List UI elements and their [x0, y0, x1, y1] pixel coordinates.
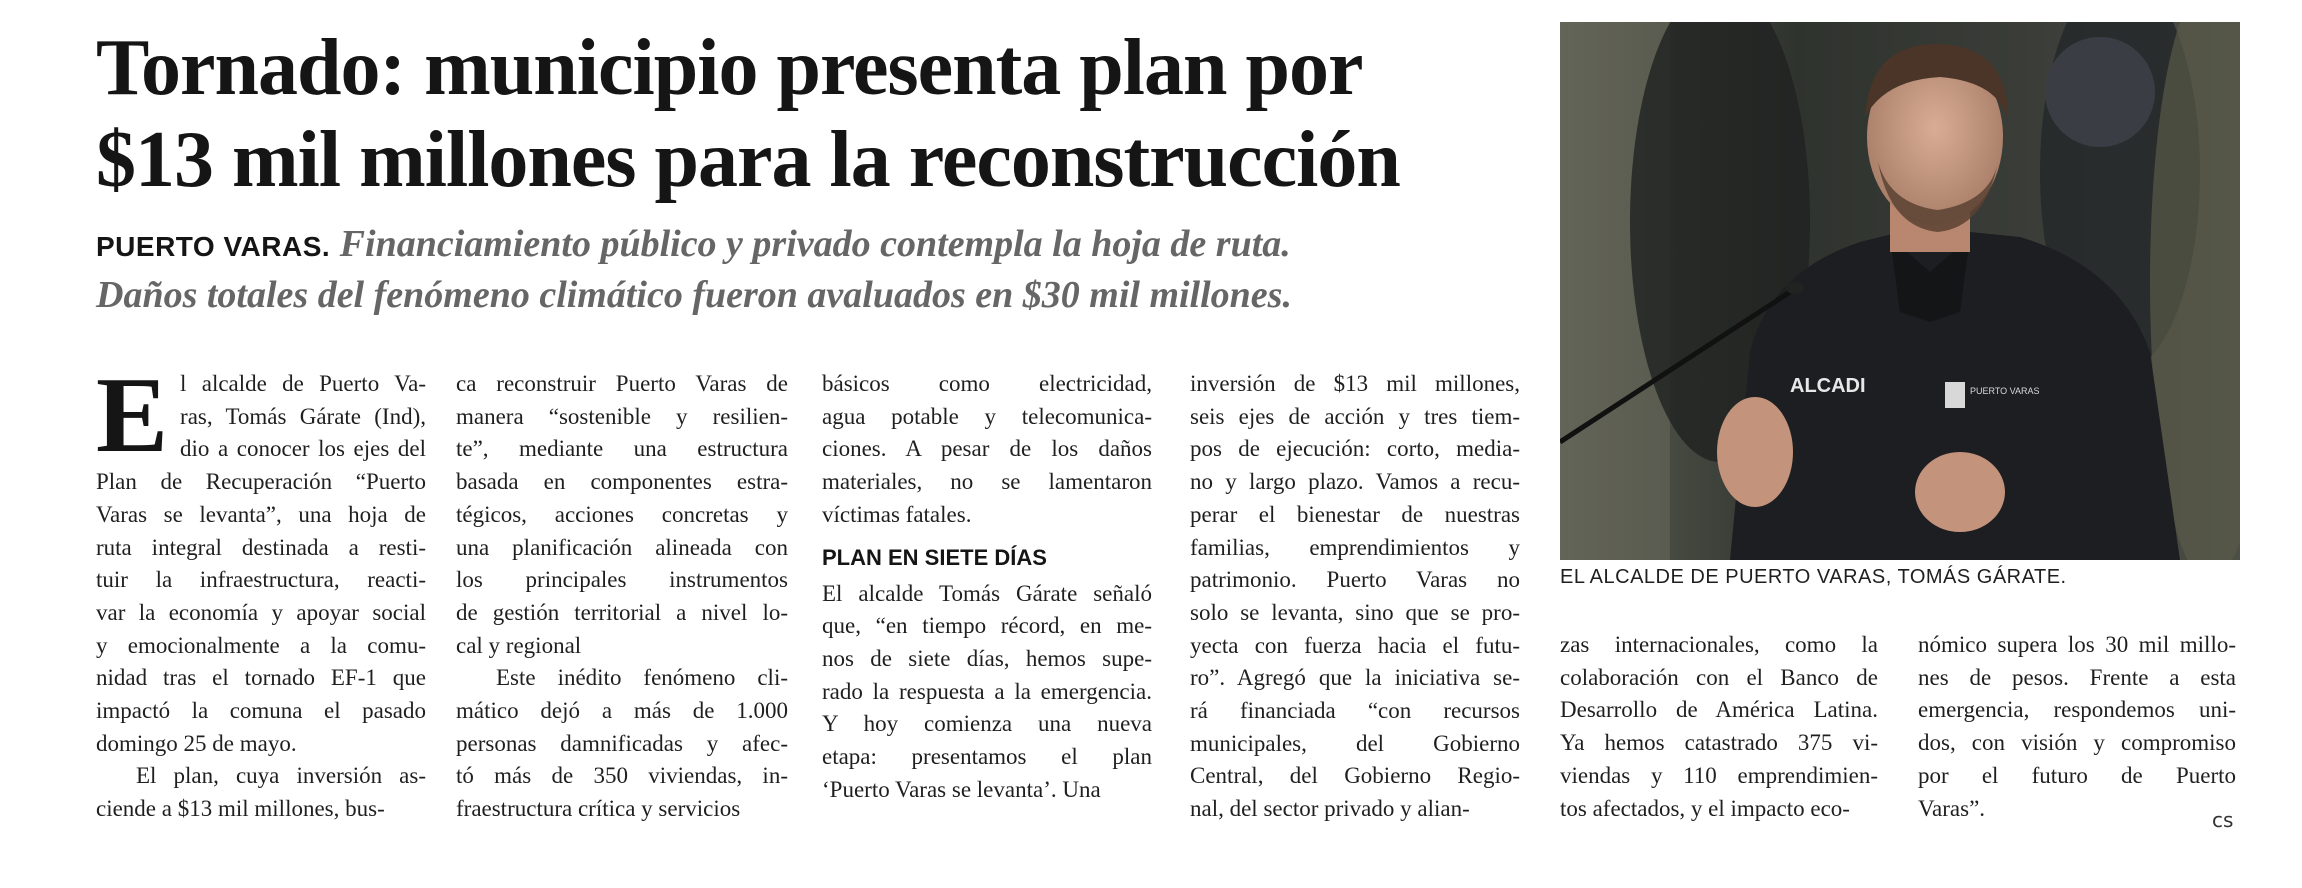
text-line: por el futuro de Puerto	[1918, 762, 2236, 788]
text-line: fraestructura crítica y servicios	[456, 796, 741, 822]
drop-cap: E	[96, 356, 169, 475]
text-line: nidad tras el tornado EF-1 que	[96, 665, 426, 691]
headline-line-1: Tornado: municipio presenta plan por	[96, 24, 1363, 112]
text-line: una planificación alineada con	[456, 534, 788, 560]
text-line: municipales, del Gobierno	[1190, 730, 1520, 756]
paragraph-6	[822, 578, 1152, 807]
text-line: impactó la comuna el pasado	[96, 698, 426, 724]
text-line: dio a conocer los ejes del	[180, 436, 426, 462]
article-column-6	[1918, 629, 2236, 825]
jacket-text: ALCADI	[1790, 375, 1866, 397]
text-line: manera “sostenible y resilien-	[456, 403, 788, 429]
text-line: personas damnificadas y afec-	[456, 730, 788, 756]
text-line: ‘Puerto Varas se levanta’. Una	[822, 776, 1101, 802]
mayor-photo-illustration	[1560, 22, 2240, 560]
text-line: inversión de $13 mil millones,	[1190, 371, 1520, 396]
text-line: Varas”.	[1918, 795, 1986, 821]
paragraph-7	[1190, 368, 1520, 826]
photo-caption: EL ALCALDE DE PUERTO VARAS, TOMÁS GÁRATE.	[1560, 566, 2067, 588]
article-column-4	[1190, 368, 1520, 826]
headline-line-2: $13 mil millones para la reconstrucción	[96, 116, 1400, 204]
text-line: nos de siete días, hemos supe-	[822, 645, 1152, 671]
text-line: viendas y 110 emprendimien-	[1560, 762, 1878, 788]
mayor-photo	[1560, 22, 2240, 560]
text-line: ca reconstruir Puerto Varas de	[456, 371, 788, 396]
article-column-5	[1560, 629, 1878, 825]
text-line: colaboración con el Banco de	[1560, 664, 1878, 690]
text-line: cal y regional	[456, 632, 582, 658]
text-line: Varas se levanta”, una hoja de	[96, 501, 426, 527]
subhead	[96, 220, 1536, 319]
article-column-2	[456, 368, 788, 826]
text-line: El alcalde Tomás Gárate señaló	[822, 580, 1152, 606]
text-line: Central, del Gobierno Regio-	[1190, 763, 1520, 789]
text-line: ruta integral destinada a resti-	[96, 534, 426, 560]
article-column-3	[822, 368, 1152, 806]
text-line: patrimonio. Puerto Varas no	[1190, 567, 1520, 593]
text-line: ras, Tomás Gárate (Ind),	[180, 403, 426, 429]
text-line: Desarrollo de América Latina.	[1560, 697, 1878, 723]
text-line: no y largo plazo. Vamos a recu-	[1190, 469, 1520, 495]
text-line: solo se levanta, sino que se pro-	[1190, 599, 1520, 625]
text-line: domingo 25 de mayo.	[96, 730, 297, 756]
section-subtitle: PLAN EN SIETE DÍAS	[822, 544, 1047, 570]
text-line: familias, emprendimientos y	[1190, 534, 1520, 560]
text-line: tos afectados, y el impacto eco-	[1560, 795, 1850, 821]
jacket-badge: PUERTO VARAS	[1970, 386, 2040, 396]
text-line: etapa: presentamos el plan	[822, 744, 1152, 770]
text-line: rá financiada “con recursos	[1190, 698, 1520, 724]
subhead-line-1	[96, 220, 1536, 271]
text-line: emergencia, respondemos uni-	[1918, 697, 2236, 723]
text-line: yecta con fuerza hacia el futu-	[1190, 632, 1520, 658]
paragraph-8	[1560, 629, 1878, 825]
text-line: de gestión territorial a nivel lo-	[456, 599, 788, 625]
text-line: seis ejes de acción y tres tiem-	[1190, 403, 1520, 429]
text-line: Plan de Recuperación “Puerto	[96, 469, 426, 495]
text-line: y emocionalmente a la comu-	[96, 632, 426, 658]
text-line: los principales instrumentos	[456, 567, 788, 593]
end-of-article-mark: cs	[2212, 808, 2234, 832]
text-line: materiales, no se lamentaron	[822, 469, 1152, 495]
text-line: tuir la infraestructura, reacti-	[96, 567, 426, 593]
text-line: te”, mediante una estructura	[456, 436, 788, 462]
text-line: basada en componentes estra-	[456, 469, 788, 495]
text-line: perar el bienestar de nuestras	[1190, 501, 1520, 527]
text-line: var la economía y apoyar social	[96, 599, 426, 625]
paragraph-5	[822, 368, 1152, 532]
paragraph-9	[1918, 629, 2236, 825]
text-line: nómico supera los 30 mil millo-	[1918, 632, 2236, 657]
text-line: que, “en tiempo récord, en me-	[822, 613, 1152, 639]
text-line: agua potable y telecomunica-	[822, 403, 1152, 429]
text-line: Y hoy comienza una nueva	[822, 711, 1152, 737]
text-line: dos, con visión y compromiso	[1918, 730, 2236, 756]
text-line: víctimas fatales.	[822, 501, 972, 527]
text-line: ciende a $13 mil millones, bus-	[96, 796, 385, 822]
text-line: Ya hemos catastrado 375 vi-	[1560, 730, 1878, 756]
text-line: ciones. A pesar de los daños	[822, 436, 1152, 462]
subhead-text-2: Daños totales del fenómeno climático fueron avaluados en $30 mil millones.	[96, 274, 1292, 316]
location-kicker: PUERTO VARAS.	[96, 231, 331, 262]
text-line: El plan, cuya inversión as-	[136, 763, 426, 789]
text-line: l alcalde de Puerto Va-	[180, 371, 426, 396]
paragraph-2	[96, 760, 426, 825]
text-line: nal, del sector privado y alian-	[1190, 796, 1470, 822]
headline	[96, 22, 1516, 206]
text-line: ro”. Agregó que la iniciativa se-	[1190, 665, 1520, 691]
paragraph-3	[456, 368, 788, 662]
text-line: zas internacionales, como la	[1560, 632, 1878, 657]
text-line: mático dejó a más de 1.000	[456, 698, 788, 724]
text-line: nes de pesos. Frente a esta	[1918, 664, 2236, 690]
text-line: pos de ejecución: corto, media-	[1190, 436, 1520, 462]
text-line: rado la respuesta a la emergencia.	[822, 678, 1152, 704]
text-line: Este inédito fenómeno cli-	[496, 665, 788, 691]
text-line: tó más de 350 viviendas, in-	[456, 763, 788, 789]
article-column-1	[96, 356, 426, 826]
subhead-text-1: Financiamiento público y privado contempla la hoja de ruta.	[339, 223, 1291, 265]
text-line: básicos como electricidad,	[822, 371, 1152, 396]
paragraph-4	[456, 662, 788, 826]
text-line: tégicos, acciones concretas y	[456, 501, 788, 527]
